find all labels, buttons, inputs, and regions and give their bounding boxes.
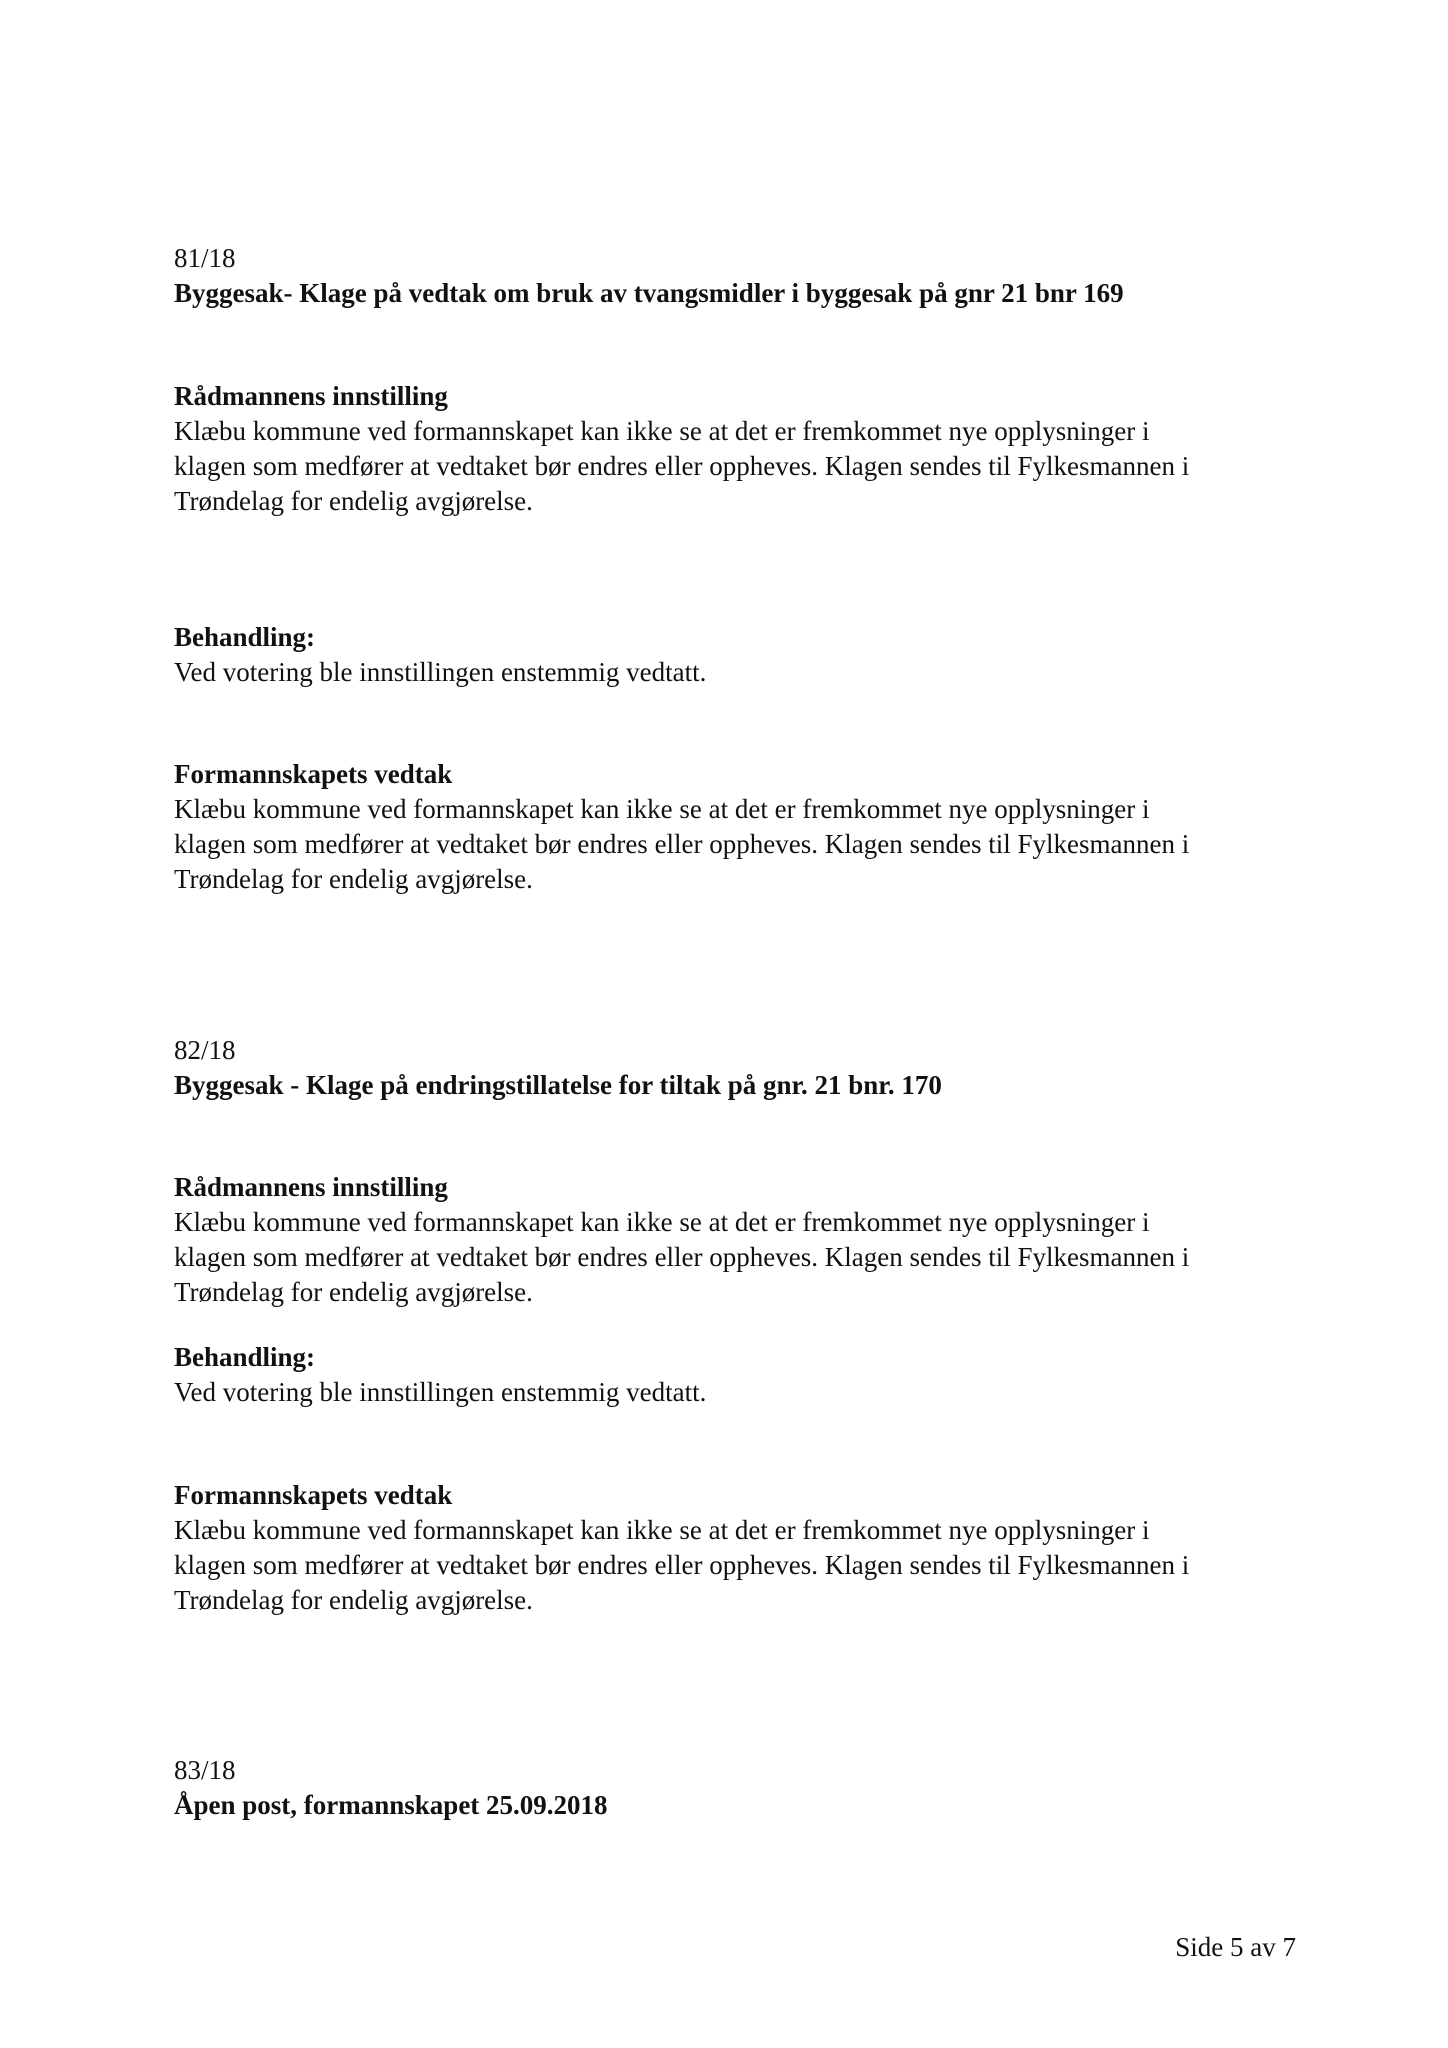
section-heading: Formannskapets vedtak bbox=[174, 759, 453, 789]
paragraph-line: klagen som medfører at vedtaket bør endres eller oppheves. Klagen sendes til Fylkesmannen i bbox=[174, 451, 1190, 481]
paragraph-line: Klæbu kommune ved formannskapet kan ikke se at det er fremkommet nye opplysninger i bbox=[174, 794, 1150, 824]
paragraph-line: Klæbu kommune ved formannskapet kan ikke se at det er fremkommet nye opplysninger i bbox=[174, 416, 1150, 446]
case-82-decision bbox=[174, 1478, 1294, 1618]
paragraph-line: klagen som medfører at vedtaket bør endres eller oppheves. Klagen sendes til Fylkesmannen i bbox=[174, 829, 1190, 859]
paragraph-line: Ved votering ble innstillingen enstemmig vedtatt. bbox=[174, 657, 707, 687]
case-81-treatment bbox=[174, 620, 1294, 690]
section-heading: Formannskapets vedtak bbox=[174, 1480, 453, 1510]
case-number: 83/18 bbox=[174, 1755, 236, 1785]
paragraph-line: Trøndelag for endelig avgjørelse. bbox=[174, 486, 533, 516]
case-81-recommendation bbox=[174, 379, 1294, 519]
case-title: Byggesak- Klage på vedtak om bruk av tvangsmidler i byggesak på gnr 21 bnr 169 bbox=[174, 278, 1124, 308]
case-number: 81/18 bbox=[174, 243, 236, 273]
section-heading: Behandling: bbox=[174, 1342, 316, 1372]
case-82-treatment bbox=[174, 1340, 1294, 1410]
case-81-decision bbox=[174, 757, 1294, 897]
case-81-header bbox=[174, 241, 1294, 311]
case-number: 82/18 bbox=[174, 1035, 236, 1065]
paragraph-line: klagen som medfører at vedtaket bør endres eller oppheves. Klagen sendes til Fylkesmannen i bbox=[174, 1242, 1190, 1272]
paragraph-line: Trøndelag for endelig avgjørelse. bbox=[174, 1277, 533, 1307]
page-number-footer: Side 5 av 7 bbox=[1175, 1932, 1296, 1962]
case-83-header bbox=[174, 1753, 1294, 1823]
paragraph-line: klagen som medfører at vedtaket bør endres eller oppheves. Klagen sendes til Fylkesmannen i bbox=[174, 1550, 1190, 1580]
paragraph-line: Ved votering ble innstillingen enstemmig vedtatt. bbox=[174, 1377, 707, 1407]
case-title: Åpen post, formannskapet 25.09.2018 bbox=[174, 1790, 608, 1820]
paragraph-line: Trøndelag for endelig avgjørelse. bbox=[174, 1585, 533, 1615]
case-82-recommendation bbox=[174, 1170, 1294, 1310]
case-title: Byggesak - Klage på endringstillatelse for tiltak på gnr. 21 bnr. 170 bbox=[174, 1070, 942, 1100]
paragraph-line: Klæbu kommune ved formannskapet kan ikke se at det er fremkommet nye opplysninger i bbox=[174, 1207, 1150, 1237]
paragraph-line: Trøndelag for endelig avgjørelse. bbox=[174, 864, 533, 894]
case-82-header bbox=[174, 1033, 1294, 1103]
section-heading: Rådmannens innstilling bbox=[174, 381, 448, 411]
section-heading: Rådmannens innstilling bbox=[174, 1172, 448, 1202]
section-heading: Behandling: bbox=[174, 622, 316, 652]
paragraph-line: Klæbu kommune ved formannskapet kan ikke se at det er fremkommet nye opplysninger i bbox=[174, 1515, 1150, 1545]
